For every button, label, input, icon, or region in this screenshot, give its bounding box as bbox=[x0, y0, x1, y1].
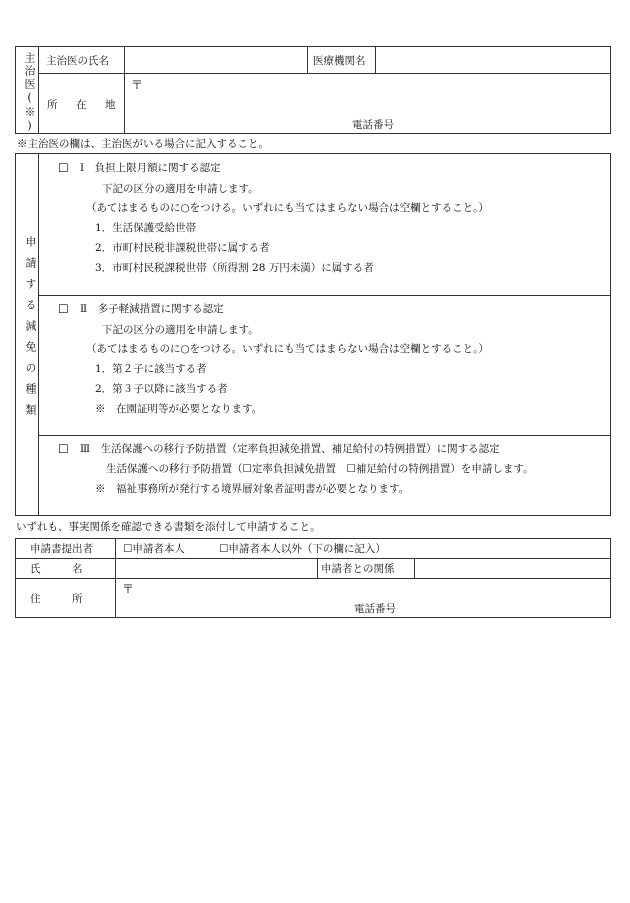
block2-line2: （あてはまるものに○をつける。いずれにも当てはまらない場合は空欄とすること。） bbox=[86, 343, 489, 355]
physician-phone-label: 電話番号 bbox=[352, 119, 394, 131]
submitter-phone-label: 電話番号 bbox=[354, 603, 396, 615]
divider bbox=[38, 153, 39, 516]
divider bbox=[124, 46, 125, 134]
institution-field[interactable] bbox=[381, 55, 601, 69]
divider bbox=[15, 578, 611, 579]
block3-line1[interactable]: 生活保護への移行予防措置（☐定率負担減免措置 ☐補足給付の特例措置）を申請します。 bbox=[106, 463, 534, 475]
block1-item[interactable]: 1．生活保護受給世帯 bbox=[95, 222, 197, 234]
block1-line2: （あてはまるものに○をつける。いずれにも当てはまらない場合は空欄とすること。） bbox=[86, 202, 489, 214]
divider bbox=[307, 46, 308, 73]
submitter-other-option[interactable]: ☐申請者本人以外（下の欄に記入） bbox=[219, 543, 386, 555]
block2-note: ※ 在園証明等が必要となります。 bbox=[95, 403, 263, 415]
physician-address-label: 所 在 地 bbox=[47, 99, 120, 111]
submitter-name-field[interactable] bbox=[121, 562, 311, 576]
submitter-self-option[interactable]: ☐申請者本人 bbox=[123, 543, 185, 555]
physician-name-field[interactable] bbox=[130, 55, 300, 69]
block2-title: Ⅱ 多子軽減措置に関する認定 bbox=[80, 303, 224, 315]
relation-field[interactable] bbox=[420, 562, 606, 576]
block2-item[interactable]: 2．第３子以降に該当する者 bbox=[95, 383, 228, 395]
block1-line1: 下記の区分の適用を申請します。 bbox=[102, 183, 259, 195]
divider bbox=[38, 295, 611, 296]
block1-checkbox[interactable]: ☐ bbox=[58, 161, 69, 175]
divider bbox=[38, 46, 39, 134]
institution-label: 医療機関名 bbox=[313, 55, 366, 67]
block2-checkbox[interactable]: ☐ bbox=[58, 302, 69, 316]
attach-note: いずれも、事実関係を確認できる書類を添付して申請すること。 bbox=[16, 521, 321, 533]
postal-mark: 〒 bbox=[122, 582, 135, 596]
block3-checkbox[interactable]: ☐ bbox=[58, 442, 69, 456]
divider bbox=[15, 558, 611, 559]
relation-label: 申請者との関係 bbox=[321, 563, 395, 575]
divider bbox=[38, 435, 611, 436]
reduction-section-label: 申請する減免の種類 bbox=[24, 236, 37, 425]
block2-line1: 下記の区分の適用を申請します。 bbox=[102, 324, 259, 336]
divider bbox=[115, 538, 116, 618]
physician-note: ※主治医の欄は、主治医がいる場合に記入すること。 bbox=[17, 138, 269, 150]
submitter-label: 申請書提出者 bbox=[30, 543, 93, 555]
block1-item[interactable]: 3．市町村民税課税世帯（所得割 28 万円未満）に属する者 bbox=[95, 262, 374, 274]
block3-note: ※ 福祉事務所が発行する境界層対象者証明書が必要となります。 bbox=[95, 483, 410, 495]
block1-item[interactable]: 2．市町村民税非課税世帯に属する者 bbox=[95, 242, 270, 254]
divider bbox=[317, 558, 318, 578]
submitter-address-label: 住 所 bbox=[30, 593, 83, 605]
block2-item[interactable]: 1．第２子に該当する者 bbox=[95, 363, 207, 375]
physician-section-label: 主治医(※) bbox=[23, 52, 36, 134]
divider bbox=[414, 558, 415, 578]
divider bbox=[38, 73, 611, 74]
physician-name-label: 主治医の氏名 bbox=[46, 55, 109, 67]
submitter-name-label: 氏 名 bbox=[30, 563, 83, 575]
postal-mark: 〒 bbox=[131, 78, 144, 92]
block3-title: Ⅲ 生活保護への移行予防措置（定率負担減免措置、補足給付の特例措置）に関する認定 bbox=[80, 443, 500, 455]
divider bbox=[375, 46, 376, 73]
block1-title: Ⅰ 負担上限月額に関する認定 bbox=[80, 162, 221, 174]
